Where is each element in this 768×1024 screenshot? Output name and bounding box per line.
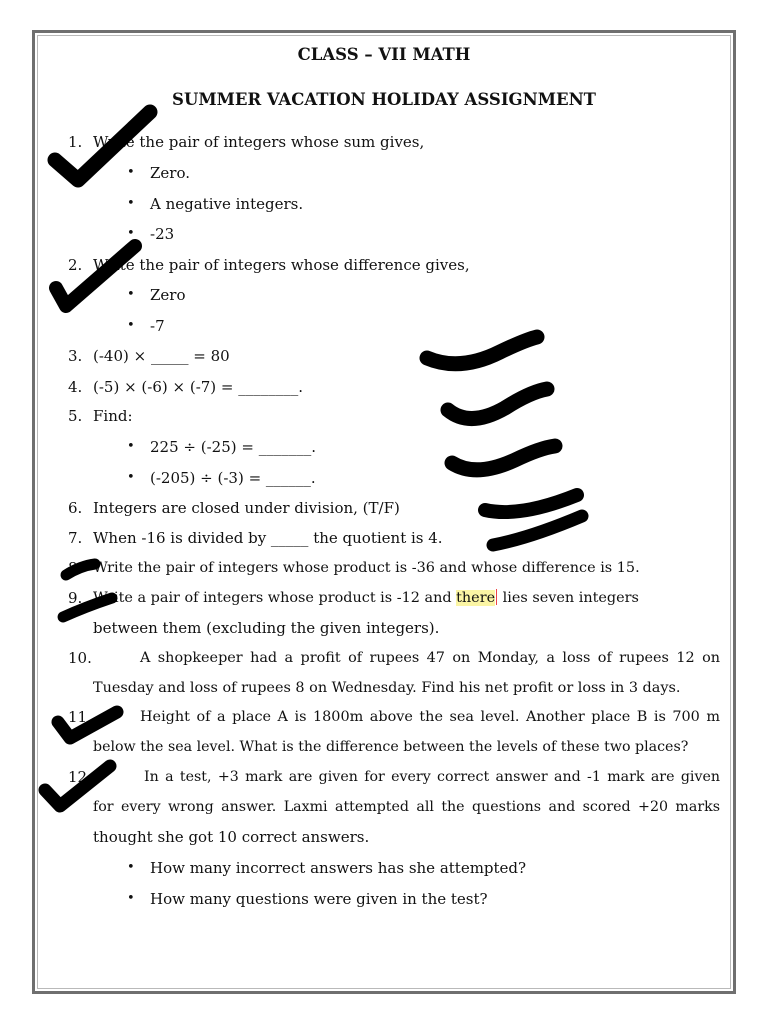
bullet-dot: • — [127, 439, 135, 454]
bullet-dot: • — [127, 860, 135, 875]
question-text-line2: for every wrong answer. Laxmi attempted all the questions and scored +20 marks — [93, 799, 720, 815]
bullet-text: (-205) ÷ (-3) = ______. — [150, 469, 316, 487]
question-number: 2. — [68, 256, 83, 274]
question-number: 3. — [68, 347, 83, 365]
question-text: (-40) × _____ = 80 — [93, 347, 230, 365]
question-text-line3: thought she got 10 correct answers. — [93, 828, 370, 846]
question-text: Integers are closed under division, (T/F) — [93, 499, 400, 517]
question-number: 10. — [68, 649, 92, 667]
question-text-line2: below the sea level. What is the difference between the levels of these two places? — [93, 739, 689, 755]
question-text: Find: — [93, 407, 133, 425]
question-text-line2: Tuesday and loss of rupees 8 on Wednesday. Find his net profit or loss in 3 days. — [93, 680, 681, 696]
bullet-text: -7 — [150, 317, 165, 335]
question-text: Write the pair of integers whose product is -36 and whose difference is 15. — [93, 560, 640, 576]
question-text: When -16 is divided by _____ the quotient is 4. — [93, 529, 443, 547]
question-text: (-5) × (-6) × (-7) = ________. — [93, 378, 304, 396]
question-number: 6. — [68, 499, 83, 517]
question-text-part: Write a pair of integers whose product is -12 and — [93, 590, 457, 606]
question-text: In a test, +3 mark are given for every correct answer and -1 mark are given — [144, 769, 720, 785]
question-text: Write the pair of integers whose difference gives, — [93, 256, 470, 274]
bullet-text: A negative integers. — [150, 195, 304, 213]
bullet-text: -23 — [150, 225, 175, 243]
question-text: Height of a place A is 1800m above the sea level. Another place B is 700 m — [140, 709, 720, 725]
question-text: Write the pair of integers whose sum gives, — [93, 133, 425, 151]
question-text — [93, 588, 639, 608]
bullet-text: How many incorrect answers has she attempted? — [150, 859, 527, 877]
question-number: 8. — [68, 559, 83, 577]
question-number: 4. — [68, 378, 83, 396]
text-cursor — [496, 589, 497, 605]
bullet-dot: • — [127, 226, 135, 241]
question-text-line2: between them (excluding the given integers). — [93, 619, 440, 637]
bullet-text: How many questions were given in the test? — [150, 890, 488, 908]
question-number: 5. — [68, 407, 83, 425]
bullet-text: Zero — [150, 286, 186, 304]
question-number: 7. — [68, 529, 83, 547]
bullet-dot: • — [127, 470, 135, 485]
question-number: 9. — [68, 589, 83, 607]
document-subtitle: SUMMER VACATION HOLIDAY ASSIGNMENT — [172, 90, 596, 109]
bullet-dot: • — [127, 891, 135, 906]
bullet-dot: • — [127, 165, 135, 180]
question-number: 11. — [68, 708, 92, 726]
bullet-dot: • — [127, 196, 135, 211]
highlighted-word: there — [456, 590, 496, 606]
question-text: A shopkeeper had a profit of rupees 47 on Monday, a loss of rupees 12 on — [140, 650, 720, 666]
bullet-text: 225 ÷ (-25) = _______. — [150, 438, 316, 456]
bullet-text: Zero. — [150, 164, 191, 182]
document-title: CLASS – VII MATH — [297, 45, 471, 64]
question-number: 1. — [68, 133, 83, 151]
question-number: 12. — [68, 768, 92, 786]
question-text-part: lies seven integers — [498, 590, 639, 606]
bullet-dot: • — [127, 318, 135, 333]
bullet-dot: • — [127, 287, 135, 302]
